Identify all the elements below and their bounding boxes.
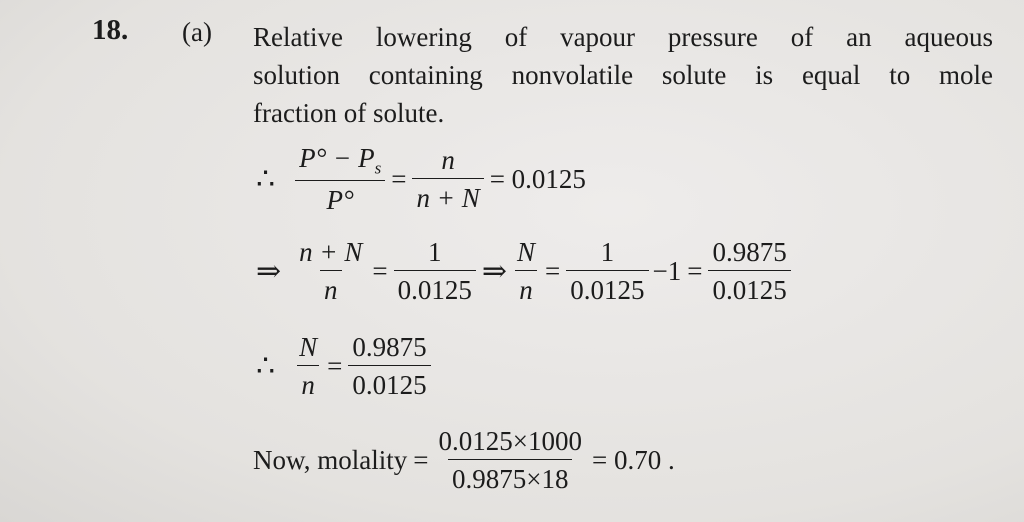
molality-result: = 0.70 . bbox=[591, 445, 675, 475]
fraction-denominator: n bbox=[320, 270, 342, 306]
question-part-label: (a) bbox=[182, 17, 212, 47]
fraction-numerator: 0.9875 bbox=[352, 332, 427, 362]
molality-label: Now, molality bbox=[253, 445, 408, 475]
fraction-numerator: 1 bbox=[427, 237, 442, 267]
fraction-denominator: 0.0125 bbox=[348, 365, 430, 401]
statement-line-3: fraction of solute. bbox=[253, 98, 445, 128]
implies-symbol: ⇒ bbox=[481, 255, 507, 288]
minus-one: −1 bbox=[652, 256, 682, 286]
question-statement bbox=[253, 18, 993, 132]
equation-4-molality: Now, molality = $\frac{0.0125\times 1000}{0.9875\times 18}$ = 0.70 . bbox=[253, 426, 675, 494]
fraction-numerator: n bbox=[441, 145, 455, 176]
implies-symbol: ⇒ bbox=[256, 255, 282, 288]
fraction-mole-fraction bbox=[412, 145, 483, 214]
fraction-denominator: n bbox=[297, 365, 319, 401]
fraction-relative-lowering bbox=[295, 143, 385, 216]
fraction-denominator: 0.0125 bbox=[566, 270, 648, 306]
subscript-s: s bbox=[374, 158, 382, 178]
statement-line-1: Relative lowering of vapour pressure of an aqueous bbox=[253, 22, 993, 52]
fraction-numerator: N bbox=[299, 332, 318, 362]
fraction-denominator: n + N bbox=[412, 178, 483, 214]
fraction-denominator: P° bbox=[295, 180, 385, 216]
question-number: 18. bbox=[92, 14, 129, 46]
equation-1-result: = 0.0125 bbox=[489, 164, 586, 195]
fraction-numerator: 1 bbox=[600, 237, 615, 267]
fraction-denominator: 0.0125 bbox=[394, 270, 476, 306]
equation-1: ∴ $\frac{P^\circ - P_s}{P^\circ}$ = $\frac{n}{n + N}$ = 0.0125 bbox=[256, 143, 586, 216]
fraction-denominator: n bbox=[515, 270, 537, 306]
fraction-numerator: P° − P bbox=[299, 143, 375, 173]
therefore-symbol: ∴ bbox=[256, 350, 276, 383]
therefore-symbol: ∴ bbox=[256, 163, 276, 197]
fraction-numerator: N bbox=[517, 237, 536, 267]
fraction-numerator: 0.0125×1000 bbox=[438, 426, 582, 456]
statement-line-2: solution containing nonvolatile solute is equal to mole bbox=[253, 60, 993, 90]
fraction-numerator: n + N bbox=[299, 237, 363, 267]
fraction-denominator: 0.9875×18 bbox=[448, 459, 572, 495]
fraction-denominator: 0.0125 bbox=[708, 270, 790, 306]
equation-3: ∴ $\frac{N}{n}$ = $\frac{0.9875}{0.0125}$ bbox=[256, 332, 431, 401]
equation-2: ⇒ $\frac{n + N}{n}$ = $\frac{1}{0.0125}$ ⇒ $\frac{N}{n}$ = $\frac{1}{0.0125}$ −1 = $\frac{0.9875}{0.0125}$ bbox=[256, 237, 791, 306]
fraction-numerator: 0.9875 bbox=[712, 237, 787, 267]
